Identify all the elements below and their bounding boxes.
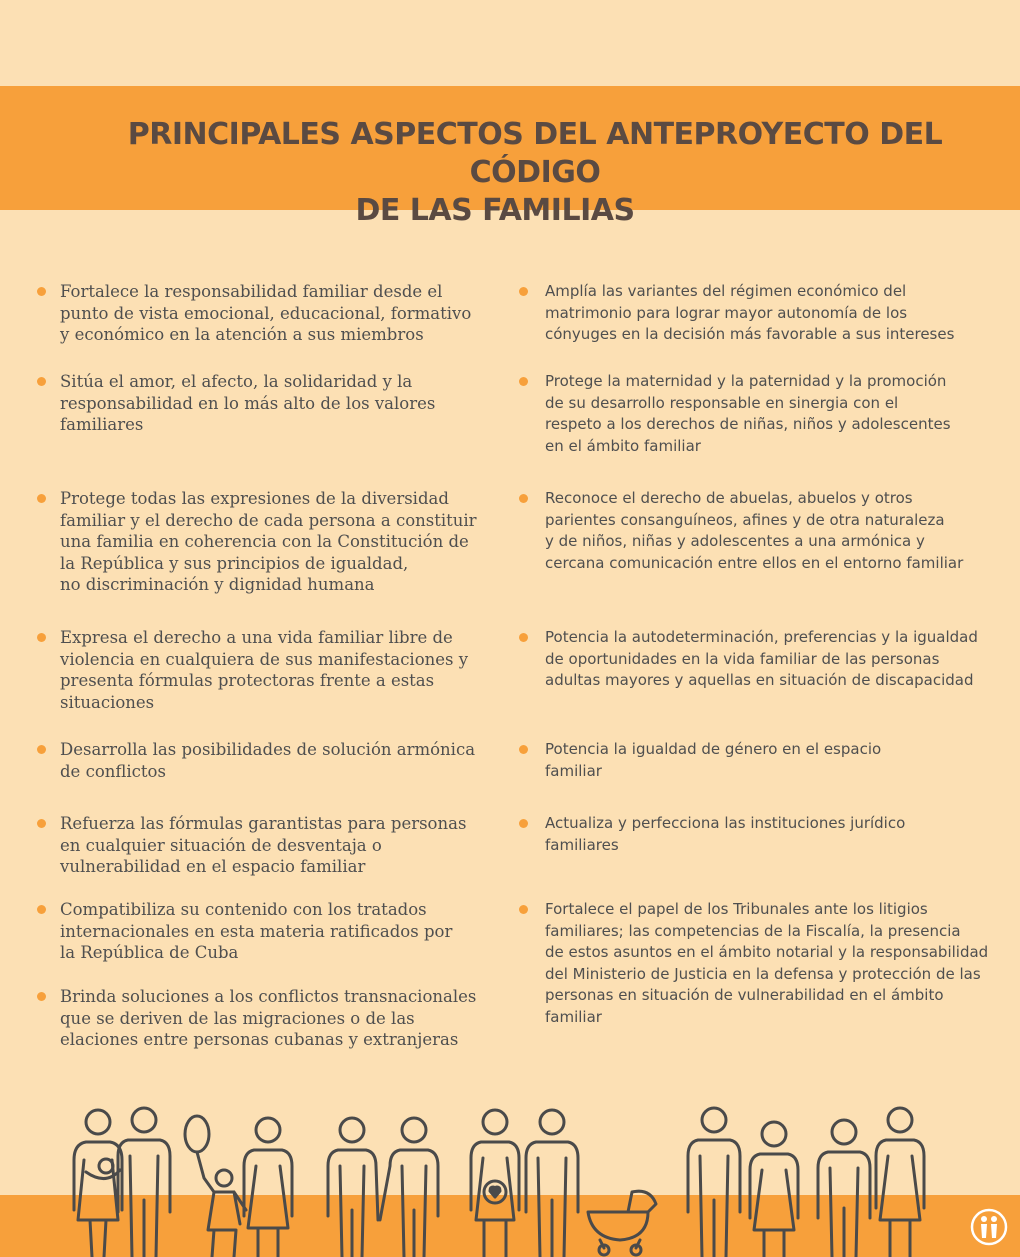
right-item: Potencia la igualdad de género en el espacio familiar <box>545 739 1015 782</box>
left-item: Brinda soluciones a los conflictos transnacionales que se deriven de las migraciones o de las elaciones entre personas cubanas y extranjeras <box>60 986 510 1051</box>
bullet-icon <box>519 494 528 503</box>
left-item: Sitúa el amor, el afecto, la solidaridad y la responsabilidad en lo más alto de los valores familiares <box>60 371 510 436</box>
right-item: Amplía las variantes del régimen económico del matrimonio para lograr mayor autonomía de los cónyuges en la decisión más favorable a sus intereses <box>545 281 1015 346</box>
person-figure <box>208 1170 246 1257</box>
right-item: Potencia la autodeterminación, preferencias y la igualdad de oportunidades en la vida familiar de las personas adultas mayores y aquellas en situación de discapacidad <box>545 627 1015 692</box>
right-item: Reconoce el derecho de abuelas, abuelos y otros parientes consanguíneos, afines y de otra naturaleza y de niños, niñas y adolescentes a una armónica y cercana comunicación entre ellos en el entorno familiar <box>545 488 1015 574</box>
person-figure <box>688 1108 740 1257</box>
bullet-icon <box>519 905 528 914</box>
person-figure <box>380 1118 438 1257</box>
left-item: Desarrolla las posibilidades de solución armónica de conflictos <box>60 739 510 782</box>
bullet-icon <box>519 745 528 754</box>
person-figure <box>244 1118 292 1257</box>
stroller-icon <box>588 1191 656 1255</box>
bullet-icon <box>519 287 528 296</box>
bullet-icon <box>37 494 46 503</box>
title-line-2: DE LAS FAMILIAS <box>355 193 635 228</box>
page-title <box>60 116 1010 230</box>
bullet-icon <box>37 745 46 754</box>
bullet-icon <box>37 287 46 296</box>
left-item: Protege todas las expresiones de la diversidad familiar y el derecho de cada persona a constituir una familia en coherencia con la Constitución de la República y sus principios de igualdad, no discriminación y dignidad humana <box>60 488 510 596</box>
bullet-icon <box>37 633 46 642</box>
bullet-icon <box>37 377 46 386</box>
bullet-icon <box>519 819 528 828</box>
person-figure <box>818 1120 870 1257</box>
left-item: Refuerza las fórmulas garantistas para personas en cualquier situación de desventaja o vulnerabilidad en el espacio familiar <box>60 813 510 878</box>
family-figures-illustration <box>0 1100 1020 1257</box>
left-item: Expresa el derecho a una vida familiar libre de violencia en cualquiera de sus manifestaciones y presenta fórmulas protectoras frente a estas situaciones <box>60 627 510 713</box>
person-figure <box>328 1118 378 1257</box>
person-figure <box>526 1110 578 1257</box>
family-logo-icon <box>970 1208 1008 1246</box>
bullet-icon <box>519 377 528 386</box>
bullet-icon <box>519 633 528 642</box>
person-figure <box>750 1122 798 1257</box>
right-item: Actualiza y perfecciona las instituciones jurídico familiares <box>545 813 1015 856</box>
title-line-1: PRINCIPALES ASPECTOS DEL ANTEPROYECTO DEL CÓDIGO <box>127 117 943 190</box>
left-item: Fortalece la responsabilidad familiar desde el punto de vista emocional, educacional, formativo y económico en la atención a sus miembros <box>60 281 510 346</box>
right-item: Fortalece el papel de los Tribunales ante los litigios familiares; las competencias de la Fiscalía, la presencia de estos asuntos en el ámbito notarial y la responsabilidad del Ministerio de Justicia en la defensa y protección de las personas en situación de vulnerabilidad en el ámbito familiar <box>545 899 1015 1028</box>
bullet-icon <box>37 905 46 914</box>
person-figure <box>471 1110 519 1257</box>
person-figure <box>876 1108 924 1257</box>
left-item: Compatibiliza su contenido con los tratados internacionales en esta materia ratificados por la República de Cuba <box>60 899 510 964</box>
person-figure <box>118 1108 170 1257</box>
right-item: Protege la maternidad y la paternidad y la promoción de su desarrollo responsable en sinergia con el respeto a los derechos de niñas, niños y adolescentes en el ámbito familiar <box>545 371 1015 457</box>
balloon-icon <box>185 1116 214 1192</box>
person-figure <box>74 1110 122 1257</box>
bullet-icon <box>37 992 46 1001</box>
bullet-icon <box>37 819 46 828</box>
